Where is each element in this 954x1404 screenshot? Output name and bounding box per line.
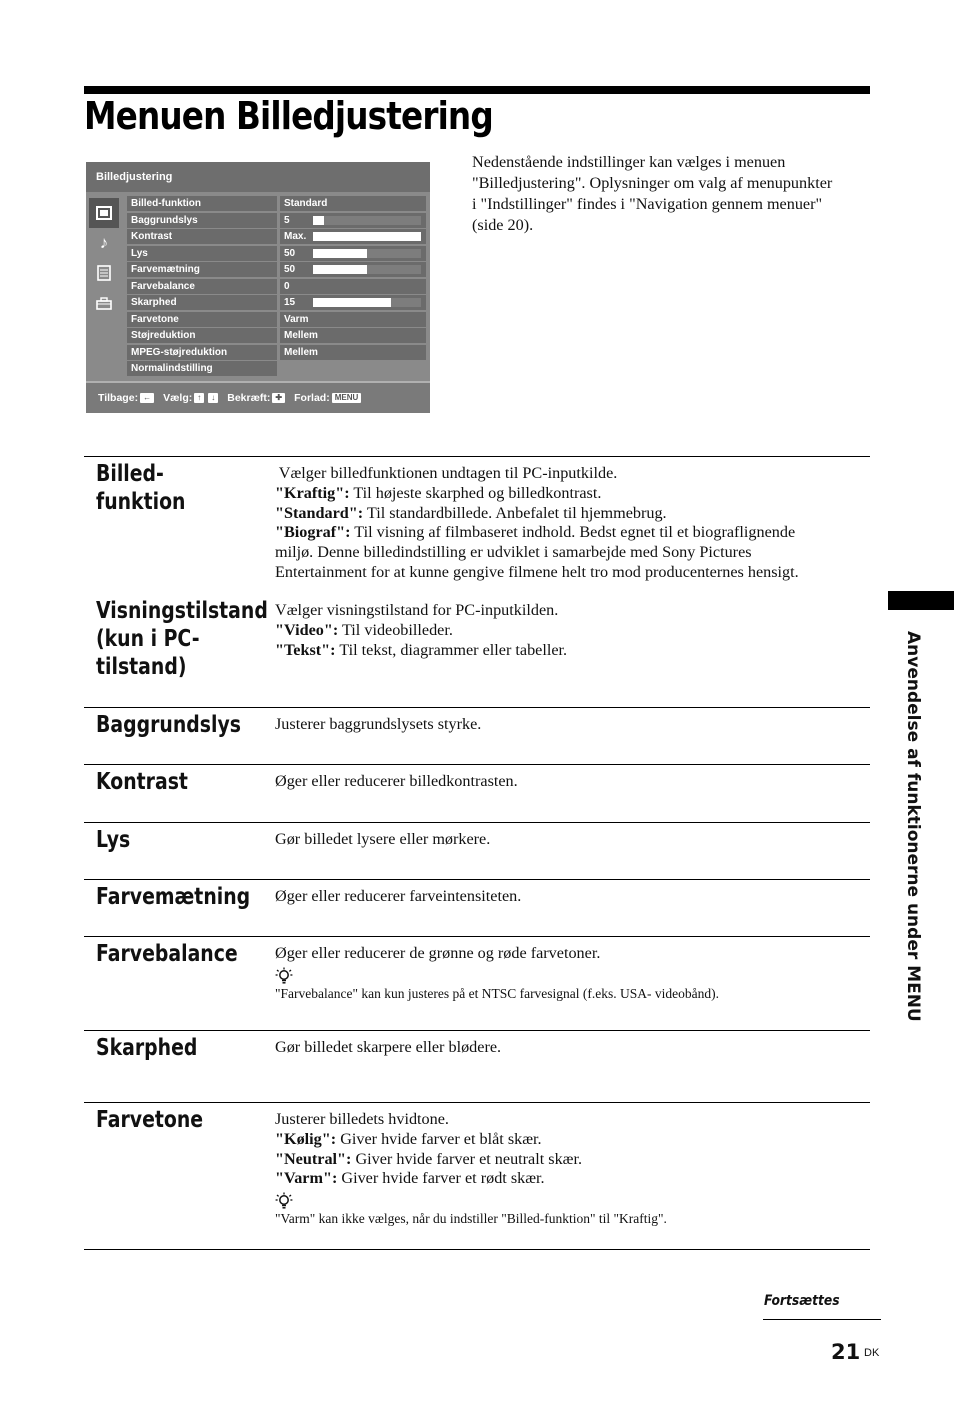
description-line: [275, 563, 865, 583]
osd-row-value: Max.: [280, 229, 426, 244]
down-key-icon: ↓: [208, 393, 218, 403]
tip-icon: [275, 967, 293, 985]
option-name: "Varm":: [275, 1169, 338, 1188]
osd-row-label: Lys: [127, 246, 277, 261]
setting-name: [96, 940, 238, 968]
osd-row-label: Normalindstilling: [127, 361, 277, 376]
osd-row-value: 50: [280, 262, 426, 277]
page-title: Menuen Billedjustering: [84, 94, 493, 138]
option-name: "Kølig":: [275, 1129, 337, 1148]
option-text: Giver hvide farver et neutralt skær.: [351, 1149, 583, 1168]
setting-name: [96, 883, 251, 911]
osd-row: [127, 246, 428, 263]
page-language: DK: [864, 1347, 880, 1359]
setting-description: [275, 887, 865, 907]
intro-line: Nedenstående indstillinger kan vælges i menuen: [472, 153, 786, 171]
setting-name-line: Visningstilstand: [96, 598, 268, 624]
osd-level-bar: [313, 232, 421, 241]
setting-name-line: Farvetone: [96, 1107, 204, 1133]
description-line: [275, 772, 865, 792]
list-icon: [89, 258, 119, 288]
option-name: "Video":: [275, 620, 339, 639]
setting-name-line: Baggrundslys: [96, 712, 241, 738]
setting-name-line: Skarphed: [96, 1035, 198, 1061]
setting-name-line: Farvebalance: [96, 941, 238, 967]
option-text: Øger eller reducerer billedkontrasten.: [275, 772, 518, 790]
option-text: Til videobilleder.: [338, 620, 453, 639]
up-key-icon: ↑: [194, 393, 204, 403]
intro-line: i "Indstillinger" findes i "Navigation gennem menuer": [472, 195, 823, 213]
osd-row-label: Farvemætning: [127, 262, 277, 277]
osd-level-fill: [313, 265, 367, 274]
setting-description: [275, 715, 865, 735]
osd-row-label: Baggrundslys: [127, 213, 277, 228]
description-line: [275, 1110, 865, 1130]
osd-row: [127, 229, 428, 246]
setting-name-line: tilstand): [96, 654, 187, 680]
description-line: [275, 523, 865, 543]
setting-name-line: Kontrast: [96, 769, 188, 795]
osd-row-value: Standard: [280, 196, 426, 211]
osd-row-value: [280, 361, 426, 376]
option-text: Til højeste skarphed og billedkontrast.: [349, 483, 602, 502]
description-line: [275, 543, 865, 563]
section-tab-label: Anvendelse af funktionerne under MENU: [903, 631, 923, 1022]
intro-line: (side 20).: [472, 216, 534, 234]
setting-entry: [84, 456, 870, 707]
osd-row-label: Farvebalance: [127, 279, 277, 294]
description-line: [275, 1150, 865, 1170]
osd-row-value: 5: [280, 213, 426, 228]
osd-menu-screenshot: [86, 162, 430, 413]
description-line: [275, 887, 865, 907]
setting-name: [96, 826, 235, 854]
option-text: Vælger billedfunktionen undtagen til PC-inputkilde.: [275, 464, 618, 482]
setting-name-line: (kun i PC-: [96, 626, 200, 652]
setting-entry: [84, 936, 870, 1030]
osd-level-bar: [313, 216, 421, 225]
settings-table: [84, 456, 870, 1257]
osd-row: [127, 345, 428, 362]
osd-row-label: Billed-funktion: [127, 196, 277, 211]
option-text: Gør billedet lysere eller mørkere.: [275, 830, 491, 848]
setting-name: [96, 1106, 235, 1134]
osd-back-label: Tilbage:: [98, 392, 139, 404]
confirm-key-icon: ✚: [272, 393, 285, 403]
menu-key-icon: MENU: [332, 393, 362, 403]
option-text: Justerer billedets hvidtone.: [275, 1110, 449, 1128]
setting-name: [96, 460, 235, 516]
osd-row: [127, 295, 428, 312]
osd-row-label: Farvetone: [127, 312, 277, 327]
option-name: "Neutral":: [275, 1149, 352, 1168]
description-line: [275, 641, 865, 661]
option-name: "Biograf":: [275, 523, 351, 542]
continues-rule: [763, 1319, 881, 1320]
table-bottom-rule: [84, 1249, 870, 1250]
osd-row-label: Kontrast: [127, 229, 277, 244]
description-line: [275, 1169, 865, 1189]
setting-name: [96, 1034, 235, 1062]
continues-label: Fortsættes: [764, 1293, 840, 1309]
setting-description: [275, 1038, 865, 1058]
option-name: "Kraftig":: [275, 483, 350, 502]
option-text: Vælger visningstilstand for PC-inputkilden.: [275, 601, 559, 619]
osd-title: Billedjustering: [96, 171, 173, 183]
osd-level-fill: [313, 232, 421, 241]
option-text: Gør billedet skarpere eller blødere.: [275, 1038, 502, 1056]
setting-name: [96, 768, 235, 796]
description-line: [275, 621, 865, 641]
setting-description: [275, 944, 865, 1003]
osd-side-icons: [89, 198, 119, 318]
osd-row-label: MPEG-støjreduktion: [127, 345, 277, 360]
osd-row-value: 50: [280, 246, 426, 261]
osd-row-value: 15: [280, 295, 426, 310]
option-name: "Tekst":: [275, 640, 336, 659]
hint-note: "Varm" kan ikke vælges, når du indstiller "Billed-funktion" til "Kraftig".: [275, 1211, 667, 1227]
setting-entry: [84, 822, 870, 879]
setting-name: [96, 597, 268, 681]
osd-row: [127, 361, 428, 378]
setting-name-line: Farvemætning: [96, 884, 251, 910]
option-text: Til visning af filmbaseret indhold. Bedst egnet til et biograflignende: [350, 523, 796, 542]
description-line: [275, 715, 865, 735]
option-name: "Standard":: [275, 503, 364, 522]
setting-description: [275, 1110, 865, 1228]
description-line: [275, 464, 865, 484]
setting-entry: [84, 1030, 870, 1102]
setting-entry: [84, 1102, 870, 1257]
setting-name-line: Billed-funktion: [96, 461, 186, 515]
option-text: Justerer baggrundslysets styrke.: [275, 715, 482, 733]
osd-row-label: Skarphed: [127, 295, 277, 310]
back-key-icon: ←: [140, 393, 154, 403]
osd-rows: [127, 196, 428, 378]
osd-level-fill: [313, 216, 324, 225]
hint-note: "Farvebalance" kan kun justeres på et NTSC farvesignal (f.eks. USA- videobånd).: [275, 985, 720, 1001]
description-line: [275, 1038, 865, 1058]
tip-icon: [275, 1192, 293, 1210]
osd-row-value: Varm: [280, 312, 426, 327]
option-text: Til standardbillede. Anbefalet til hjemmebrug.: [363, 503, 667, 522]
description-line: [275, 484, 865, 504]
option-text: Øger eller reducerer farveintensiteten.: [275, 887, 522, 905]
description-line: [275, 830, 865, 850]
toolbox-icon: [89, 288, 119, 318]
osd-level-bar: [313, 249, 421, 258]
osd-row-value: Mellem: [280, 328, 426, 343]
osd-row: [127, 213, 428, 230]
setting-name: [96, 711, 241, 739]
page-number: 21: [831, 1340, 861, 1364]
osd-row: [127, 196, 428, 213]
option-text: Giver hvide farver et rødt skær.: [337, 1169, 545, 1188]
setting-description: [275, 772, 865, 792]
option-text: Til tekst, diagrammer eller tabeller.: [335, 640, 568, 659]
option-text: miljø. Denne billedindstilling er udviklet i samarbejde med Sony Pictures: [275, 543, 752, 562]
osd-header: [86, 162, 430, 192]
description-line: [275, 601, 865, 621]
osd-row: [127, 262, 428, 279]
setting-name-line: Lys: [96, 827, 131, 853]
title-rule: [84, 86, 870, 94]
description-line: [275, 1130, 865, 1150]
description-line: [275, 944, 865, 964]
option-text: Øger eller reducerer de grønne og røde farvetoner.: [275, 944, 601, 962]
setting-description: [275, 830, 865, 850]
osd-select-label: Vælg:: [163, 392, 193, 404]
intro-text: [472, 152, 872, 236]
osd-level-fill: [313, 298, 391, 307]
osd-row-value: Mellem: [280, 345, 426, 360]
music-note-icon: ♪: [99, 233, 109, 252]
osd-row-value: 0: [280, 279, 426, 294]
osd-exit-label: Forlad:: [294, 392, 330, 404]
osd-confirm-label: Bekræft:: [227, 392, 271, 404]
option-text: Entertainment for at kunne gengive filmene helt tro mod producenternes hensigt.: [275, 562, 799, 581]
picture-icon: [89, 198, 119, 228]
setting-description: [275, 464, 865, 583]
osd-row: [127, 328, 428, 345]
osd-row: [127, 279, 428, 296]
setting-entry: [84, 764, 870, 822]
option-text: Giver hvide farver et blåt skær.: [336, 1129, 542, 1148]
osd-level-bar: [313, 265, 421, 274]
osd-level-fill: [313, 249, 367, 258]
osd-level-bar: [313, 298, 421, 307]
setting-entry: [84, 879, 870, 936]
section-tab-marker: [888, 591, 954, 610]
setting-entry: [84, 707, 870, 764]
description-line: [275, 504, 865, 524]
setting-description: [275, 601, 865, 660]
osd-row: [127, 312, 428, 329]
intro-line: "Billedjustering". Oplysninger om valg af menupunkter: [472, 174, 833, 192]
osd-row-label: Støjreduktion: [127, 328, 277, 343]
osd-footer: [86, 381, 430, 413]
